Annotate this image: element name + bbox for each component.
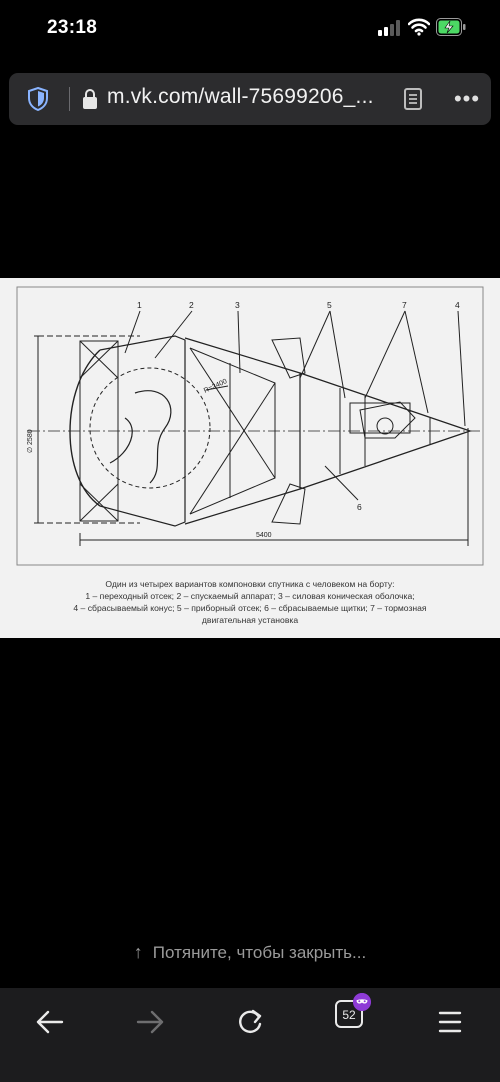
- caption-line: 1 – переходный отсек; 2 – спускаемый аппарат; 3 – силовая коническая оболочка;: [85, 591, 415, 601]
- pull-to-close-text: Потяните, чтобы закрыть...: [152, 943, 367, 962]
- status-time: 23:18: [47, 17, 98, 38]
- menu-icon[interactable]: [428, 1000, 472, 1044]
- cellular-signal-icon: [378, 20, 404, 36]
- pull-to-close-hint: [0, 942, 500, 963]
- more-menu-icon[interactable]: •••: [453, 86, 481, 111]
- dimension-diameter: ∅ 2580: [27, 429, 34, 453]
- tabs-button[interactable]: 52: [335, 1000, 363, 1028]
- lock-icon[interactable]: [82, 88, 98, 110]
- url-text[interactable]: m.vk.com/wall-75699206_...: [107, 85, 374, 108]
- post-image[interactable]: [0, 278, 500, 638]
- image-caption: [10, 578, 490, 626]
- callout-label: 3: [235, 300, 240, 310]
- forward-arrow-icon[interactable]: [128, 1000, 172, 1044]
- callout-label: 7: [402, 300, 407, 310]
- battery-charging-icon: [436, 18, 466, 36]
- callout-label: 4: [455, 300, 460, 310]
- callout-label: 5: [327, 300, 332, 310]
- tracking-protection-shield-icon[interactable]: [27, 87, 49, 111]
- reload-icon[interactable]: [228, 1000, 272, 1044]
- back-arrow-icon[interactable]: [28, 1000, 72, 1044]
- dimension-length: 5400: [256, 532, 272, 539]
- wifi-icon: [408, 18, 430, 36]
- bottom-toolbar: [0, 988, 500, 1082]
- caption-line: 4 – сбрасываемый конус; 5 – приборный отсек; 6 – сбрасываемые щитки; 7 – тормозная: [73, 603, 427, 613]
- callout-label: 6: [357, 502, 362, 512]
- callout-label: 2: [189, 300, 194, 310]
- dimension-radius: R=2400: [202, 378, 229, 395]
- arrow-up-icon: ↑: [133, 942, 143, 962]
- address-bar[interactable]: [9, 73, 491, 125]
- caption-line: Один из четырех вариантов компоновки спутника с человеком на борту:: [105, 579, 395, 589]
- url-separator: [69, 87, 70, 111]
- callout-label: 1: [137, 300, 142, 310]
- status-bar: [0, 0, 500, 60]
- private-mode-mask-icon: [353, 993, 371, 1011]
- caption-line: двигательная установка: [201, 615, 299, 625]
- reader-mode-icon[interactable]: [403, 88, 423, 110]
